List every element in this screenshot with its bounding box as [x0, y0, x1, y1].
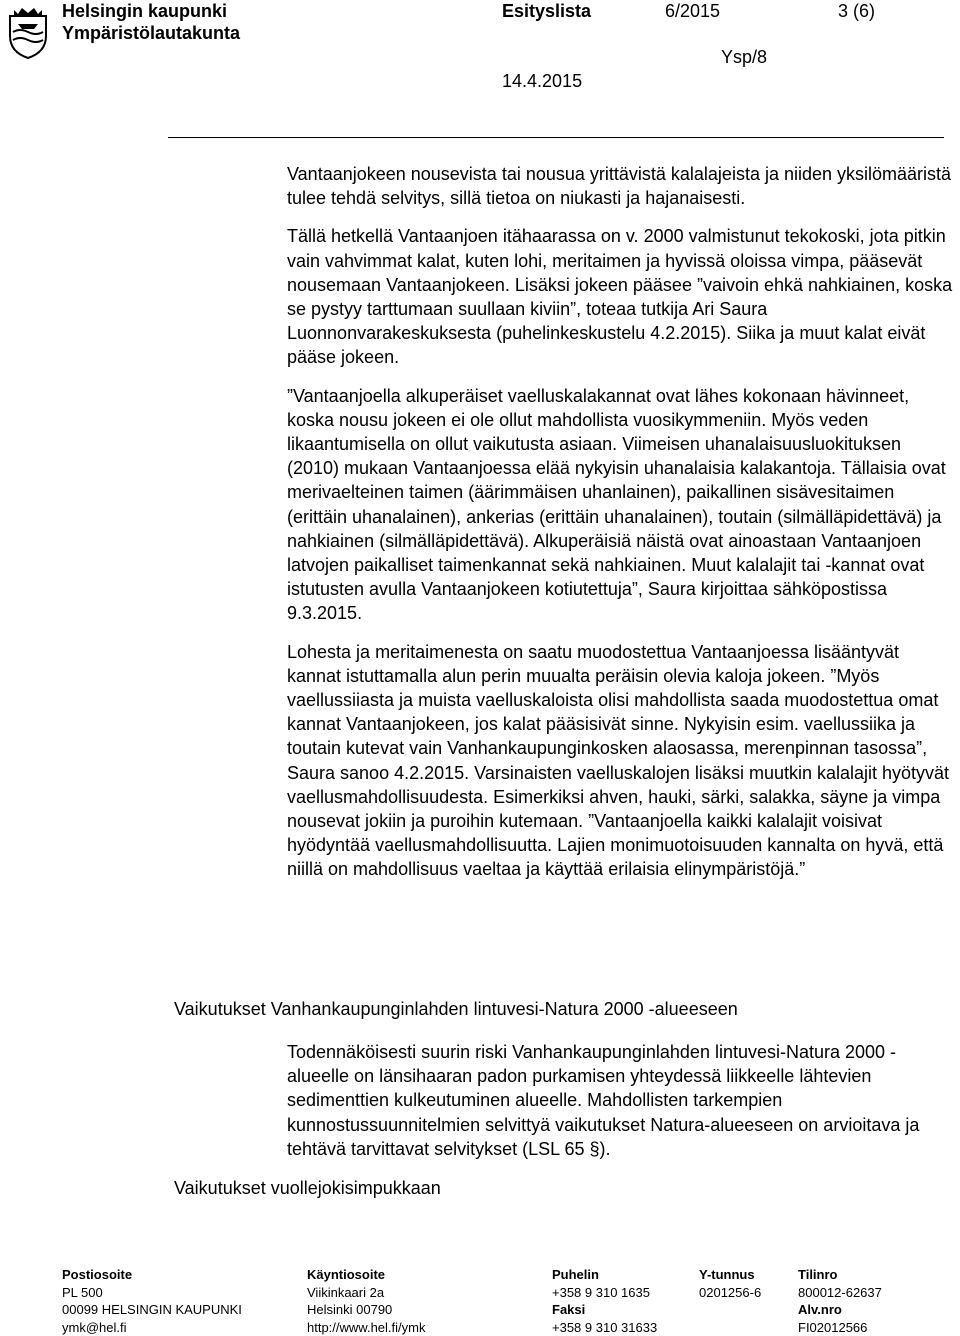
footer-ytunnus: [699, 1266, 761, 1301]
footer-label: Tilinro: [798, 1266, 882, 1284]
page-number: 3 (6): [838, 0, 875, 22]
footer-label: Postiosoite: [62, 1266, 242, 1284]
footer-email: ymk@hel.fi: [62, 1319, 242, 1336]
heading-natura: Vaikutukset Vanhankaupunginlahden lintuvesi-Natura 2000 -alueeseen: [174, 997, 738, 1021]
paragraph-3: ”Vantaanjoella alkuperäiset vaelluskalakannat ovat lähes kokonaan hävinneet, koska nousu jokeen ei ole ollut mahdollista vuosikymmeniin. Myös veden likaantumisella on ollut vaikutusta asiaan. Viimeisen uhanalaisuusluokituksen (2010) mukaan Vantaanjoessa elää nykyisin uhanalaisia kalakantoja. Tällaisia ovat merivaelteinen taimen (äärimmäisen uhanlainen), paikallinen sisävesitaimen (erittäin uhanalainen), ankerias (erittäin uhanalainen), toutain (silmälläpidettävä) ja nahkiainen (silmälläpidettävä). Alkuperäisiä näistä ovat ainoastaan Vantaanjoen latvojen paikalliset taimenkannat sekä nahkiainen. Muut kalalajit tai -kannat ovat istutusten avulla Vantaanjokeen kotiutettuja”, Saura kirjoittaa sähköpostissa 9.3.2015.: [287, 384, 957, 626]
footer-phone: +358 9 310 1635: [552, 1284, 657, 1302]
footer-value: Helsinki 00790: [307, 1301, 425, 1319]
footer-postiosoite: [62, 1266, 242, 1336]
footer-label: Y-tunnus: [699, 1266, 761, 1284]
paragraph-natura: Todennäköisesti suurin riski Vanhankaupunginlahden lintuvesi-Natura 2000 -alueelle on länsihaaran padon purkamisen yhteydessä liikkeelle lähtevien sedimenttien kulkeutuminen alueelle. Mahdollisten tarkempien kunnostussuunnitelmien selvittyä vaikutukset Natura-alueeseen on arvioitava ja tehtävä tarvittavat selvitykset (LSL 65 §).: [287, 1040, 957, 1161]
footer-tilinro: [798, 1266, 882, 1336]
footer-label: Käyntiosoite: [307, 1266, 425, 1284]
section-code: Ysp/8: [721, 46, 767, 68]
footer-fax: +358 9 310 31633: [552, 1319, 657, 1336]
paragraph-1: Vantaanjokeen nousevista tai nousua yrittävistä kalalajeista ja niiden yksilömääristä tulee tehdä selvitys, sillä tietoa on niukasti ja hajanaisesti.: [287, 162, 957, 210]
doc-number: 6/2015: [665, 0, 720, 22]
body-text: [287, 162, 957, 896]
header-divider: [168, 137, 944, 138]
helsinki-crest-icon: [4, 2, 52, 60]
footer-label: Faksi: [552, 1301, 657, 1319]
meeting-date: 14.4.2015: [502, 70, 582, 92]
natura-text: [287, 1040, 957, 1175]
footer-puhelin: [552, 1266, 657, 1336]
footer-label: Puhelin: [552, 1266, 657, 1284]
footer-value: FI02012566: [798, 1319, 882, 1336]
footer-label: Alv.nro: [798, 1301, 882, 1319]
footer-value: Viikinkaari 2a: [307, 1284, 425, 1302]
heading-simpukat: Vaikutukset vuollejokisimpukkaan: [174, 1176, 441, 1200]
footer-value: 00099 HELSINGIN KAUPUNKI: [62, 1301, 242, 1319]
org-unit: Ympäristölautakunta: [62, 22, 240, 44]
footer-value: 0201256-6: [699, 1284, 761, 1302]
doc-type: Esityslista: [502, 0, 591, 22]
footer-kayntiosoite: [307, 1266, 425, 1336]
org-name: Helsingin kaupunki: [62, 0, 227, 22]
footer-value: 800012-62637: [798, 1284, 882, 1302]
footer-value: PL 500: [62, 1284, 242, 1302]
footer-website: http://www.hel.fi/ymk: [307, 1319, 425, 1336]
paragraph-4: Lohesta ja meritaimenesta on saatu muodostettua Vantaanjoessa lisääntyvät kannat istuttamalla alun perin muualta peräisin olevia kaloja jokeen. ”Myös vaellussiiasta ja muista vaelluskaloista olisi mahdollista saada muodostettua omat kannat Vantaanjokeen, jos kalat pääsisivät sinne. Nykyisin esim. vaellussiika ja toutain kutevat vain Vanhankaupunginkosken alaosassa, merenpinnan tasossa”, Saura sanoo 4.2.2015. Varsinaisten vaelluskalojen lisäksi muutkin kalalajit hyötyvät vaellusmahdollisuudesta. Esimerkiksi ahven, hauki, särki, salakka, säyne ja vimpa nousevat jokiin ja puroihin kutemaan. ”Vantaanjoella kaikki kalalajit voisivat hyödyntää vaellusmahdollisuutta. Lajien monimuotoisuuden kannalta on hyvä, että niillä on mahdollisuus vaeltaa ja käyttää erilaisia elinympäristöjä.”: [287, 640, 957, 882]
paragraph-2: Tällä hetkellä Vantaanjoen itähaarassa on v. 2000 valmistunut tekokoski, jota pitkin vain vahvimmat kalat, kuten lohi, meritaimen ja hyvissä oloissa vimpa, pääsevät nousemaan Vantaanjokeen. Lisäksi jokeen pääsee ”vaivoin ehkä nahkiainen, koska se pystyy tarttumaan suullaan kiviin”, toteaa tutkija Ari Saura Luonnonvarakeskuksesta (puhelinkeskustelu 4.2.2015). Siika ja muut kalat eivät pääse jokeen.: [287, 224, 957, 369]
